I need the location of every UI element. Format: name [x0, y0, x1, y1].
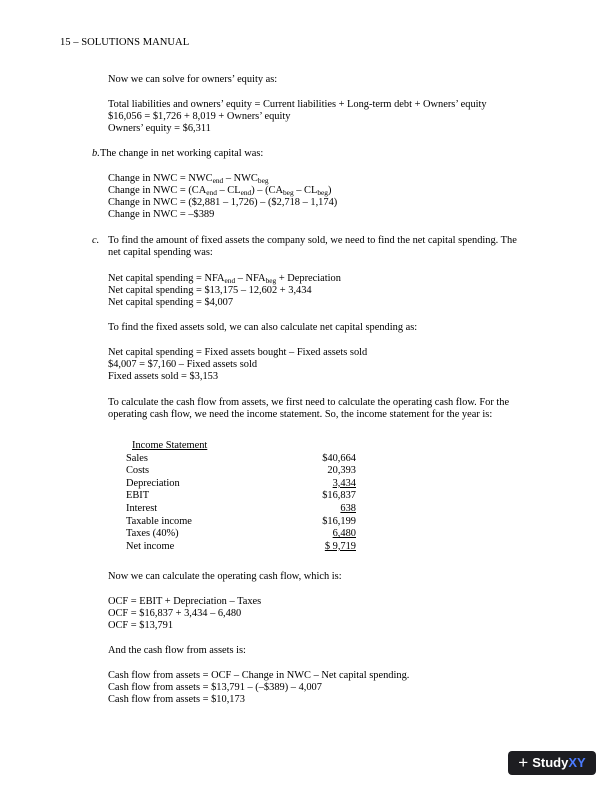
- table-row: EBIT $16,837: [126, 490, 356, 502]
- cffa-intro: And the cash flow from assets is:: [108, 645, 246, 656]
- equation-line: Change in NWC = –$389: [108, 209, 215, 220]
- page-header: 15 – SOLUTIONS MANUAL: [60, 37, 190, 48]
- equation-line: $4,007 = $7,160 – Fixed assets sold: [108, 359, 258, 370]
- cash-flow-intro: To calculate the cash flow from assets, we first need to calculate the operating cash flow. For the: [108, 397, 510, 408]
- equation-line: OCF = $13,791: [108, 620, 174, 631]
- equation-line: OCF = EBIT + Depreciation – Taxes: [108, 596, 262, 607]
- equation-line: Change in NWC = ($2,881 – 1,726) – ($2,718 – 1,174): [108, 197, 338, 208]
- table-row: Costs 20,393: [126, 465, 356, 477]
- table-row: Net income $ 9,719: [126, 540, 356, 552]
- income-statement-title: Income Statement: [132, 440, 208, 451]
- income-statement-table: [126, 440, 356, 553]
- nwc-intro: The change in net working capital was:: [100, 148, 264, 159]
- equation-line: Change in NWC = $NWC_{end} - NWC_{beg}$: [108, 173, 269, 185]
- equation-line: OCF = $16,837 + 3,434 – 6,480: [108, 608, 242, 619]
- equation-line: Net capital spending = $NFA_{end} - NFA_{beg}$ + Depreciation: [108, 273, 341, 285]
- equation-line: Net capital spending = $13,175 – 12,602 + 3,434: [108, 285, 312, 296]
- equation-line: $16,056 = $1,726 + 8,019 + Owners’ equity: [108, 111, 291, 122]
- equation-line: Cash flow from assets = OCF – Change in NWC – Net capital spending.: [108, 670, 410, 681]
- equation-line: Total liabilities and owners’ equity = Current liabilities + Long-term debt + Owners’ equity: [108, 99, 487, 110]
- table-row: Interest 638: [126, 502, 356, 514]
- table-row: Sales $40,664: [126, 452, 356, 464]
- ncs-intro: To find the amount of fixed assets the company sold, we need to find the net capital spending. The: [108, 235, 517, 246]
- equation-line: Net capital spending = $4,007: [108, 297, 234, 308]
- item-label-b: b.: [92, 148, 100, 159]
- brand-name: StudyXY: [532, 754, 586, 770]
- equation-line: Cash flow from assets = $13,791 – (–$389) – 4,007: [108, 682, 322, 693]
- cash-flow-intro: operating cash flow, we need the income statement. So, the income statement for the year is:: [108, 409, 493, 420]
- ncs-intro: net capital spending was:: [108, 247, 213, 258]
- owners-equity-intro: Now we can solve for owners’ equity as:: [108, 74, 278, 85]
- table-row: Taxes (40%) 6,480: [126, 528, 356, 540]
- equation-line: Net capital spending = Fixed assets bought – Fixed assets sold: [108, 347, 368, 358]
- plus-icon: +: [518, 752, 529, 772]
- studyxy-badge[interactable]: [508, 751, 596, 775]
- equation-line: Cash flow from assets = $10,173: [108, 694, 245, 705]
- equation-line: Change in NWC = $(CA_{end} - CL_{end}) - (CA_{beg} - CL_{beg})$: [108, 185, 332, 197]
- ocf-intro: Now we can calculate the operating cash flow, which is:: [108, 571, 342, 582]
- equation-line: Fixed assets sold = $3,153: [108, 371, 219, 382]
- table-row: Taxable income $16,199: [126, 515, 356, 527]
- fixed-assets-intro: To find the fixed assets sold, we can also calculate net capital spending as:: [108, 322, 418, 333]
- equation-line: Owners’ equity = $6,311: [108, 123, 211, 134]
- item-label-c: c.: [92, 235, 100, 246]
- table-row: Depreciation 3,434: [126, 477, 356, 489]
